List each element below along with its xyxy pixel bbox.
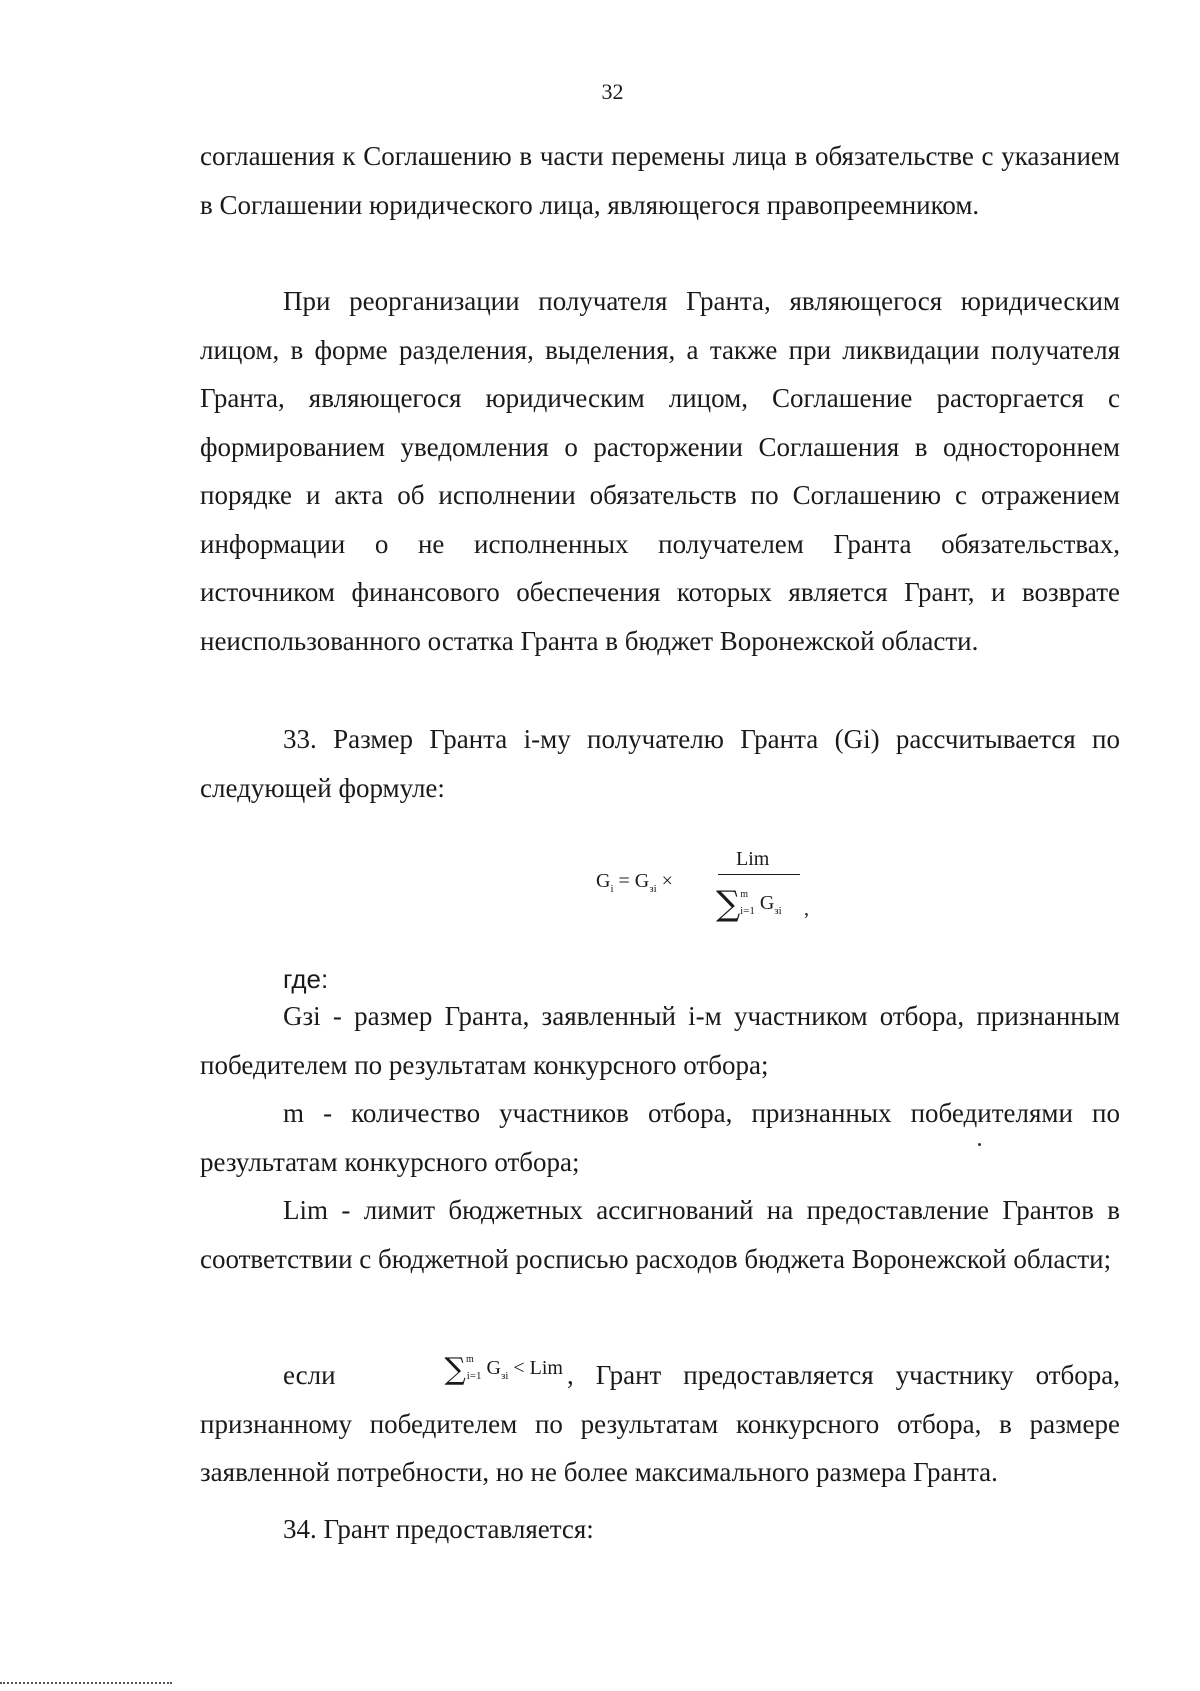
grant-formula (596, 848, 836, 928)
condition-paragraph (200, 1341, 1120, 1497)
reorganization-paragraph: При реорганизации получателя Гранта, являющегося юридическим лицом, в форме разделения, выделения, а также при ликвидации получателя Гранта, являющегося юридическим лицом, Соглашение расторгается с формированием уведомления о расторжении Соглашения в одностороннем порядке и акта об исполнении обязательств по Соглашению с отражением информации о не исполненных получателем Гранта обязательствах, источником финансового обеспечения которых является Грант, и возврате неиспользованного остатка Гранта в бюджет Воронежской области. (200, 286, 1120, 656)
page-number: 32 (601, 79, 624, 104)
condition-sum-sign: ∑ (444, 1352, 466, 1387)
condition-block (200, 1341, 1120, 1553)
condition-text: , Грант предоставляется участнику отбора, признанному победителем по результатам конкурсного отбора, в размере заявленной потребности, но не более максимального размера Гранта. (200, 1360, 1121, 1487)
clause-33-block (200, 715, 1120, 812)
formula-numerator: Lim (736, 848, 770, 870)
continuation-text: соглашения к Соглашению в части перемены лица в обязательстве с указанием в Соглашении юридического лица, являющегося правопреемником. (200, 141, 1120, 220)
fraction-bar (718, 874, 800, 875)
sum-sign: ∑ (716, 884, 741, 924)
formula-comma: , (804, 898, 809, 920)
definition-gzi: Gзi - размер Гранта, заявленный i-м участником отбора, признанным победителем по результатам конкурсного отбора; (200, 1001, 1120, 1080)
formula-denominator: ∑$^m_{i=1}$ $G_{зi}$ (716, 884, 782, 924)
reorganization-block (200, 277, 1120, 665)
clause-33-text: 33. Размер Гранта i-му получателю Гранта (Gi) рассчитывается по следующей формуле: (200, 724, 1120, 803)
condition-formula: ∑$^m_{i=1}$ $G_{зi}$ < Lim (444, 1352, 563, 1387)
definition-m: m - количество участников отбора, признанных победителями по результатам конкурсного отбора; (200, 1098, 1120, 1177)
continuation-paragraph (200, 132, 1120, 229)
formula-lhs: $G_i = G_{зi}$ × (596, 870, 673, 895)
where-label: где: (283, 964, 329, 994)
condition-prefix: если (283, 1360, 336, 1390)
clause-34-text: 34. Грант предоставляется: (283, 1513, 594, 1544)
footer-line (0, 1682, 172, 1684)
definition-lim: Lim - лимит бюджетных ассигнований на предоставление Грантов в соответствии с бюджетной росписью расходов бюджета Воронежской области; (200, 1195, 1120, 1274)
scan-speck (978, 1143, 981, 1146)
definitions-block (200, 992, 1120, 1283)
